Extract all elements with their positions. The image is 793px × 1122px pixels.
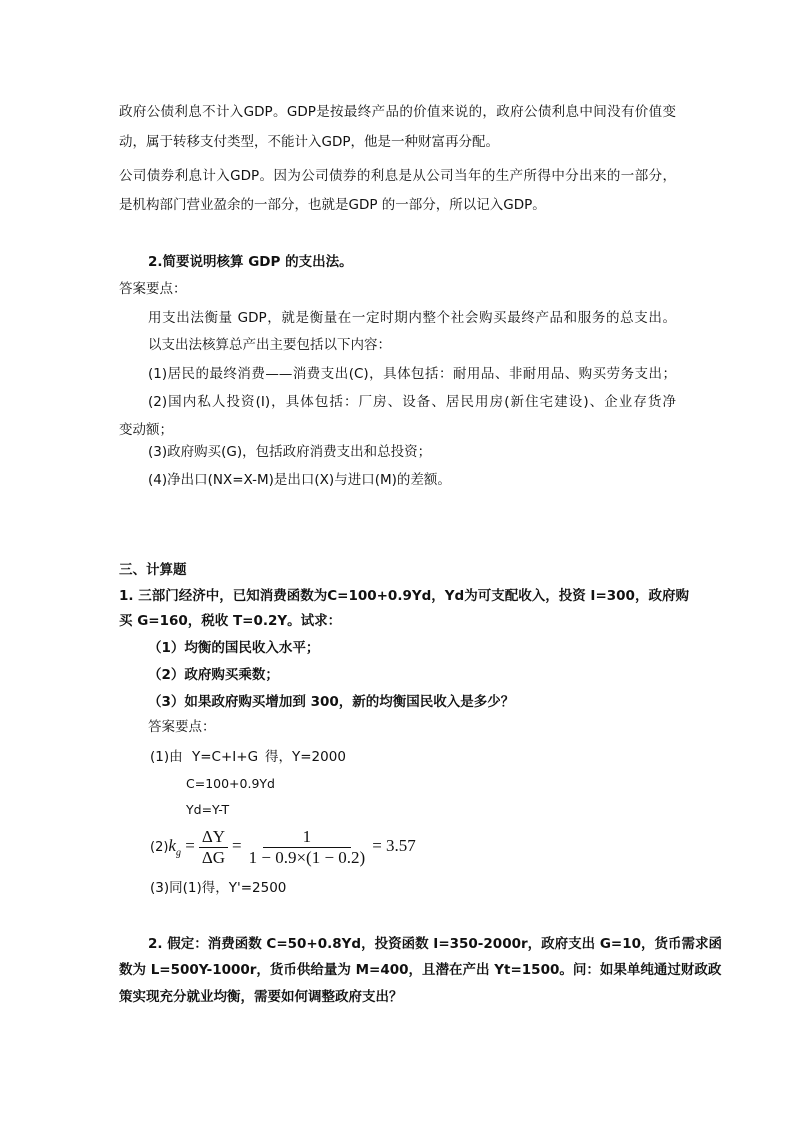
formula-k: k xyxy=(168,836,176,855)
multiplier-formula: $(2)k_g$ = $\frac{\Delta Y}{\Delta G}$ = $\frac{1}{1 - 0.9\times(1 - 0.2)}$ = 3.57 xyxy=(150,826,416,867)
answer-line: (4)净出口(NX=X-M)是出口(X)与进口(M)的差额。 xyxy=(148,472,451,488)
paragraph-line: 政府公债利息不计入GDP。GDP是按最终产品的价值来说的，政府公债利息中间没有价值变 xyxy=(119,104,676,120)
answer-1-prefix: (1)由 xyxy=(150,749,183,765)
question-title: 2.简要说明核算 GDP 的支出法。 xyxy=(148,254,353,270)
sub-question: （1）均衡的国民收入水平； xyxy=(148,640,320,656)
answer-line: 变动额； xyxy=(119,422,173,438)
fraction-denominator: 1 − 0.9×(1 − 0.2) xyxy=(248,847,366,867)
answer-3: (3)同(1)得，Y'=2500 xyxy=(150,880,287,896)
answer-2-prefix: (2) xyxy=(150,840,169,855)
equation: C=100+0.9Yd xyxy=(186,776,275,791)
question-line: 买 G=160，税收 T=0.2Y。试求： xyxy=(119,613,342,629)
sub-question: （2）政府购买乘数； xyxy=(148,667,279,683)
answer-line: (3)政府购买(G)，包括政府消费支出和总投资； xyxy=(148,444,432,460)
paragraph-line: 是机构部门营业盈余的一部分，也就是GDP 的一部分，所以记入GDP。 xyxy=(119,197,546,213)
equation: Y=C+I+G xyxy=(192,749,259,765)
equation: Yd=Y-T xyxy=(186,802,230,817)
answer-result: 得，Y=2000 xyxy=(265,749,346,765)
formula-result: = 3.57 xyxy=(372,836,416,855)
paragraph-line: 动，属于转移支付类型，不能计入GDP，他是一种财富再分配。 xyxy=(119,134,499,150)
paragraph-line: 公司债券利息计入GDP。因为公司债券的利息是从公司当年的生产所得中分出来的一部分， xyxy=(119,168,676,184)
answer-label: 答案要点： xyxy=(119,281,187,297)
question-line: 数为 L=500Y-1000r，货币供给量为 M=400，且潜在产出 Yt=1500。问：如果单纯通过财政政 xyxy=(119,962,722,978)
answer-line: 用支出法衡量 GDP，就是衡量在一定时期内整个社会购买最终产品和服务的总支出。 xyxy=(148,310,676,326)
fraction-denominator: ΔG xyxy=(201,847,226,867)
section-heading: 三、计算题 xyxy=(119,562,187,578)
answer-line: 以支出法核算总产出主要包括以下内容： xyxy=(148,337,391,353)
formula-subscript: g xyxy=(175,847,181,859)
fraction-numerator: 1 xyxy=(263,827,352,848)
answer-line: (2)国内私人投资(I)，具体包括：厂房、设备、居民用房(新住宅建设)、企业存货净 xyxy=(148,394,676,410)
answer-label: 答案要点： xyxy=(148,719,216,735)
sub-question: （3）如果政府购买增加到 300，新的均衡国民收入是多少？ xyxy=(148,694,515,710)
fraction-numerator: ΔY xyxy=(199,827,228,848)
question-line: 1. 三部门经济中，已知消费函数为C=100+0.9Yd，Yd为可支配收入，投资 I=300，政府购 xyxy=(119,588,689,604)
question-line: 策实现充分就业均衡，需要如何调整政府支出？ xyxy=(119,989,403,1005)
question-line: 2. 假定：消费函数 C=50+0.8Yd，投资函数 I=350-2000r，政府支出 G=10，货币需求函 xyxy=(148,936,723,952)
answer-line: (1)居民的最终消费——消费支出(C)，具体包括：耐用品、非耐用品、购买劳务支出； xyxy=(148,366,676,382)
